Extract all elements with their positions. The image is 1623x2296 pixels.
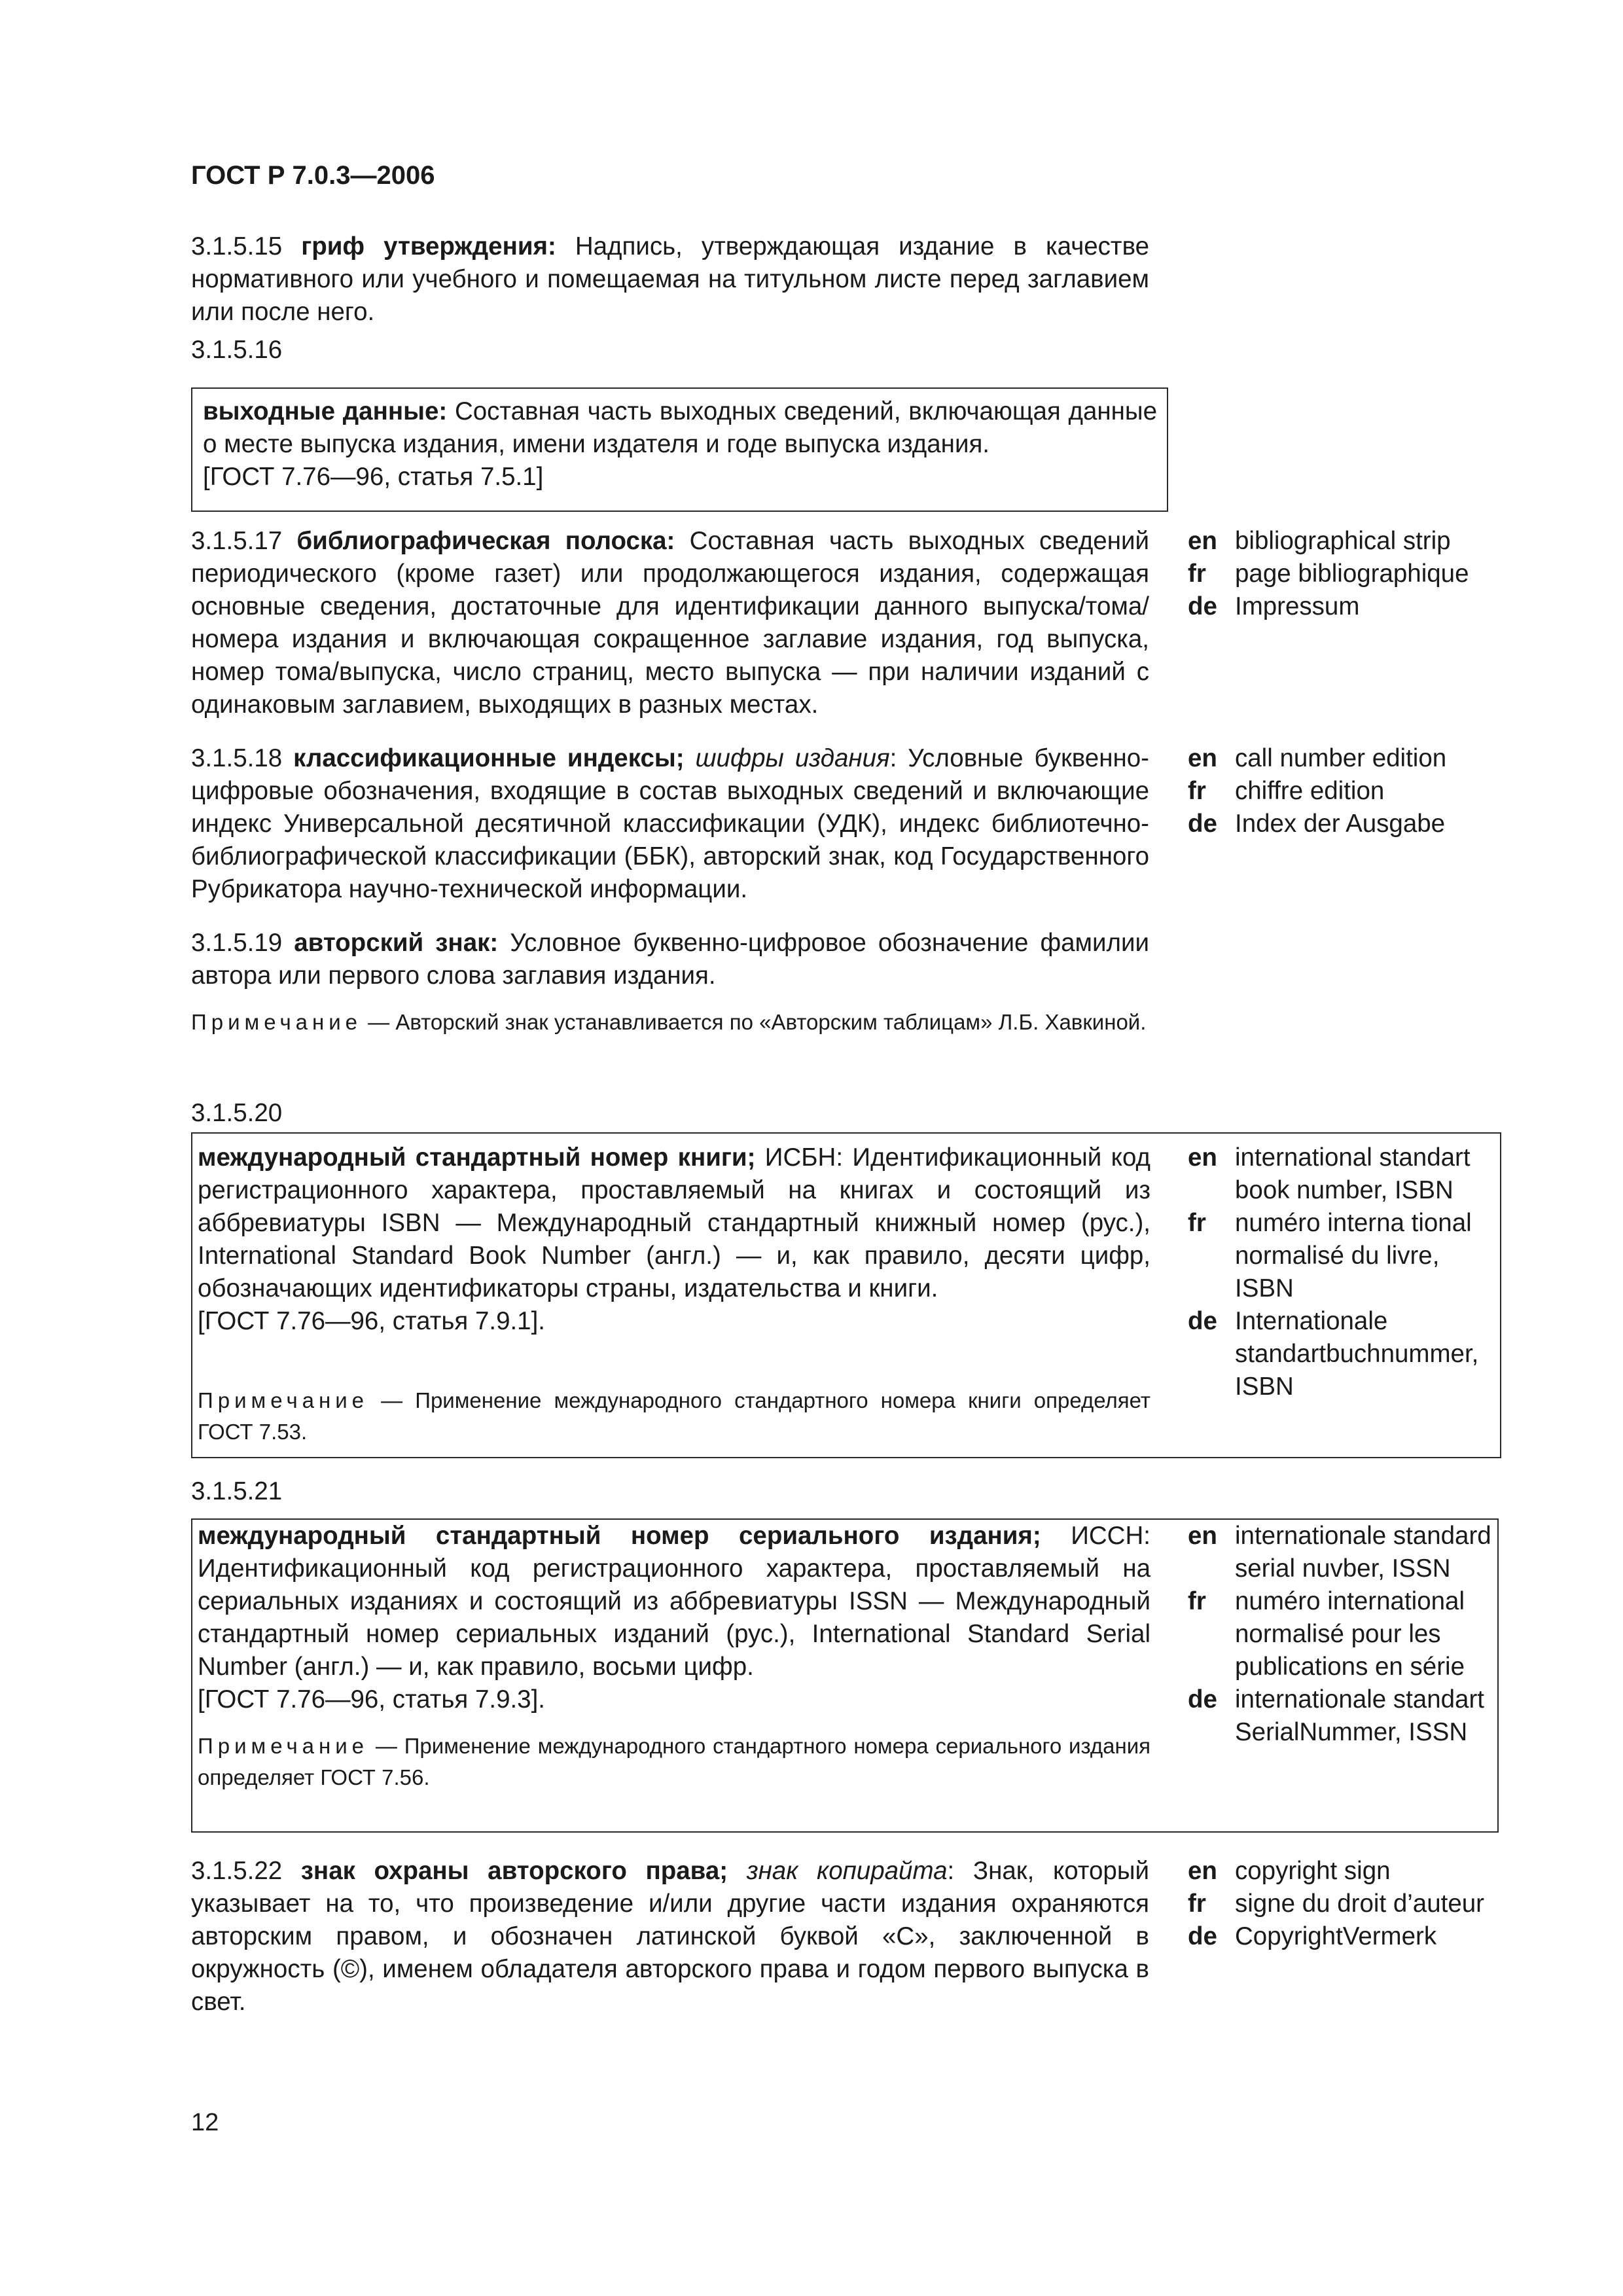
equivalent-term: numéro interna tional normalisé du livre, ISBN	[1235, 1209, 1472, 1302]
term-number-3-1-5-20: 3.1.5.20	[191, 1099, 283, 1127]
equivalents-3-1-5-20	[1188, 1141, 1495, 1403]
equivalent-en	[1188, 1855, 1528, 1888]
lang-code: de	[1188, 810, 1217, 838]
equivalent-term: internationale standart SerialNummer, ISSN	[1235, 1685, 1484, 1746]
term-number: 3.1.5.18	[191, 744, 283, 772]
equivalents-3-1-5-22	[1188, 1855, 1528, 1953]
term-number: 3.1.5.15	[191, 232, 283, 260]
note-text: — Применение международного стандартного номера сериального издания определяет ГОСТ 7.56.	[198, 1734, 1150, 1789]
term-definition: Составная часть выходных сведений периодического (кроме газет) или продолжающегося издания, содержащая основные сведения, достаточные для идентификации данного выпуска/тома/номера издания и включающая сокращенное заглавие издания, год выпуска, номер тома/выпуска, число страниц, место выпуска — при наличии изданий с одинаковым заглавием, выходящих в разных местах.	[191, 527, 1149, 719]
note-3-1-5-19	[191, 1007, 1149, 1038]
equivalent-term: signe du droit d’auteur	[1235, 1890, 1484, 1918]
note-3-1-5-21	[198, 1731, 1150, 1793]
equivalent-term: call number edition	[1235, 744, 1447, 772]
term-definition: : Идентификационный код регистрационного характера, проставляемый на сериальных изданиях и состоящий из аббревиатуры ISSN — Международный стандартный номер сериальных изданий (рус.), International Standard Serial Number (англ.) — и, как правило, восьми цифр.	[198, 1522, 1150, 1681]
equivalent-de	[1188, 1305, 1495, 1403]
equivalent-de	[1188, 1683, 1495, 1749]
equivalent-en	[1188, 1141, 1495, 1207]
equivalent-fr	[1188, 775, 1528, 808]
term-number-3-1-5-21: 3.1.5.21	[191, 1477, 283, 1505]
equivalent-term: chiffre edition	[1235, 777, 1385, 805]
term-name: авторский знак:	[294, 929, 499, 957]
term-abbreviation: ИСБН	[764, 1143, 836, 1172]
term-name: международный стандартный номер книги;	[198, 1143, 756, 1172]
lang-code: en	[1188, 1857, 1217, 1885]
equivalent-term: numéro international normalisé pour les publications en série	[1235, 1587, 1465, 1681]
note-label: Примечание	[198, 1734, 369, 1758]
equivalent-de	[1188, 808, 1528, 840]
lang-code: fr	[1188, 777, 1206, 805]
term-box-3-1-5-21	[191, 1518, 1499, 1833]
term-entry-3-1-5-21	[198, 1520, 1150, 1716]
term-definition: Надпись, утверждающая издание в качестве нормативного или учебного и помещаемая на титульном листе перед заглавием или после него.	[191, 232, 1149, 326]
term-synonym: шифры издания	[695, 744, 890, 772]
term-number: 3.1.5.19	[191, 929, 283, 957]
term-definition: : Условные буквенно-цифровые обозначения, входящие в состав выходных сведений и включающие индекс Универсальной десятичной классификации (УДК), индекс библиотечно-библиографической классификации (ББК), авторский знак, код Государственного Рубрикатора научно-технической информации.	[191, 744, 1149, 903]
term-name: гриф утверждения:	[301, 232, 556, 260]
equivalent-fr	[1188, 1585, 1495, 1683]
equivalent-en	[1188, 742, 1528, 775]
term-reference: [ГОСТ 7.76—96, статья 7.9.3].	[198, 1685, 545, 1713]
lang-code: de	[1188, 1685, 1217, 1713]
equivalent-term: CopyrightVermerk	[1235, 1922, 1437, 1950]
lang-code: de	[1188, 1307, 1217, 1335]
equivalent-term: Impressum	[1235, 592, 1360, 620]
note-3-1-5-20	[198, 1385, 1150, 1448]
equivalent-term: Index der Ausgabe	[1235, 810, 1446, 838]
note-label: Примечание	[191, 1010, 363, 1034]
term-entry-3-1-5-16	[203, 395, 1157, 493]
equivalent-term: page bibliographique	[1235, 560, 1469, 588]
term-entry-3-1-5-17	[191, 525, 1149, 721]
term-name: выходные данные:	[203, 397, 448, 425]
equivalent-fr	[1188, 558, 1528, 590]
term-number: 3.1.5.17	[191, 527, 283, 555]
term-name: знак охраны авторского права;	[300, 1857, 728, 1885]
equivalents-3-1-5-18	[1188, 742, 1528, 840]
equivalent-term: bibliographical strip	[1235, 527, 1451, 555]
term-definition: : Знак, который указывает на то, что произведение и/или другие части издания охраняются авторским правом, и обозначен латинской буквой «С», заключенной в окружность (©), именем обладателя авторского права и годом первого выпуска в свет.	[191, 1857, 1149, 2016]
equivalent-fr	[1188, 1888, 1528, 1920]
note-label: Примечание	[198, 1388, 369, 1412]
lang-code: fr	[1188, 1209, 1206, 1237]
lang-code: fr	[1188, 1890, 1206, 1918]
lang-code: fr	[1188, 560, 1206, 588]
page-number: 12	[191, 2109, 219, 2136]
term-box-3-1-5-20	[191, 1132, 1501, 1458]
note-text: — Применение международного стандартного номера книги определяет ГОСТ 7.53.	[198, 1388, 1150, 1444]
term-synonym: знак копирайта	[746, 1857, 948, 1885]
equivalent-de	[1188, 590, 1528, 623]
term-reference: [ГОСТ 7.76—96, статья 7.9.1].	[198, 1307, 545, 1335]
term-entry-3-1-5-18	[191, 742, 1149, 906]
term-name: библиографическая полоска:	[296, 527, 675, 555]
lang-code: en	[1188, 1522, 1217, 1550]
term-entry-3-1-5-20	[198, 1141, 1150, 1338]
term-box-3-1-5-16	[191, 387, 1168, 512]
lang-code: fr	[1188, 1587, 1206, 1615]
term-entry-3-1-5-15	[191, 230, 1149, 329]
lang-code: en	[1188, 527, 1217, 555]
term-number: 3.1.5.22	[191, 1857, 283, 1885]
term-entry-3-1-5-22	[191, 1855, 1149, 2018]
term-abbreviation: ИССН	[1071, 1522, 1144, 1550]
equivalent-term: internationale standard serial nuvber, ISSN	[1235, 1522, 1491, 1583]
equivalent-term: copyright sign	[1235, 1857, 1391, 1885]
lang-code: de	[1188, 592, 1217, 620]
equivalents-3-1-5-17	[1188, 525, 1528, 623]
lang-code: en	[1188, 1143, 1217, 1172]
term-definition: Составная часть выходных сведений, включающая данные о месте выпуска издания, имени издателя и годе выпуска издания.	[203, 397, 1157, 458]
term-entry-3-1-5-19	[191, 927, 1149, 992]
term-reference: [ГОСТ 7.76—96, статья 7.5.1]	[203, 463, 544, 491]
term-number-3-1-5-16: 3.1.5.16	[191, 336, 283, 364]
equivalent-term: Internationale standartbuchnummer, ISBN	[1235, 1307, 1479, 1401]
term-definition: : Идентификационный код регистрационного характера, проставляемый на книгах и состоящий из аббревиатуры ISBN — Международный стандартный книжный номер (рус.), International Standard Book Number (англ.) — и, как правило, десяти цифр, обозначающих идентификаторы страны, издательства и книги.	[198, 1143, 1150, 1302]
lang-code: en	[1188, 744, 1217, 772]
term-name: классификационные индексы;	[293, 744, 685, 772]
equivalents-3-1-5-21	[1188, 1520, 1495, 1749]
document-code: ГОСТ Р 7.0.3—2006	[191, 161, 435, 190]
term-definition: Условное буквенно-цифровое обозначение фамилии автора или первого слова заглавия издания.	[191, 929, 1150, 990]
note-text: — Авторский знак устанавливается по «Авторским таблицам» Л.Б. Хавкиной.	[362, 1010, 1147, 1034]
term-name: международный стандартный номер сериального издания;	[198, 1522, 1041, 1550]
equivalent-de	[1188, 1920, 1528, 1953]
equivalent-en	[1188, 1520, 1495, 1585]
equivalent-fr	[1188, 1207, 1495, 1305]
equivalent-term: international standart book number, ISBN	[1235, 1143, 1471, 1204]
equivalent-en	[1188, 525, 1528, 558]
lang-code: de	[1188, 1922, 1217, 1950]
